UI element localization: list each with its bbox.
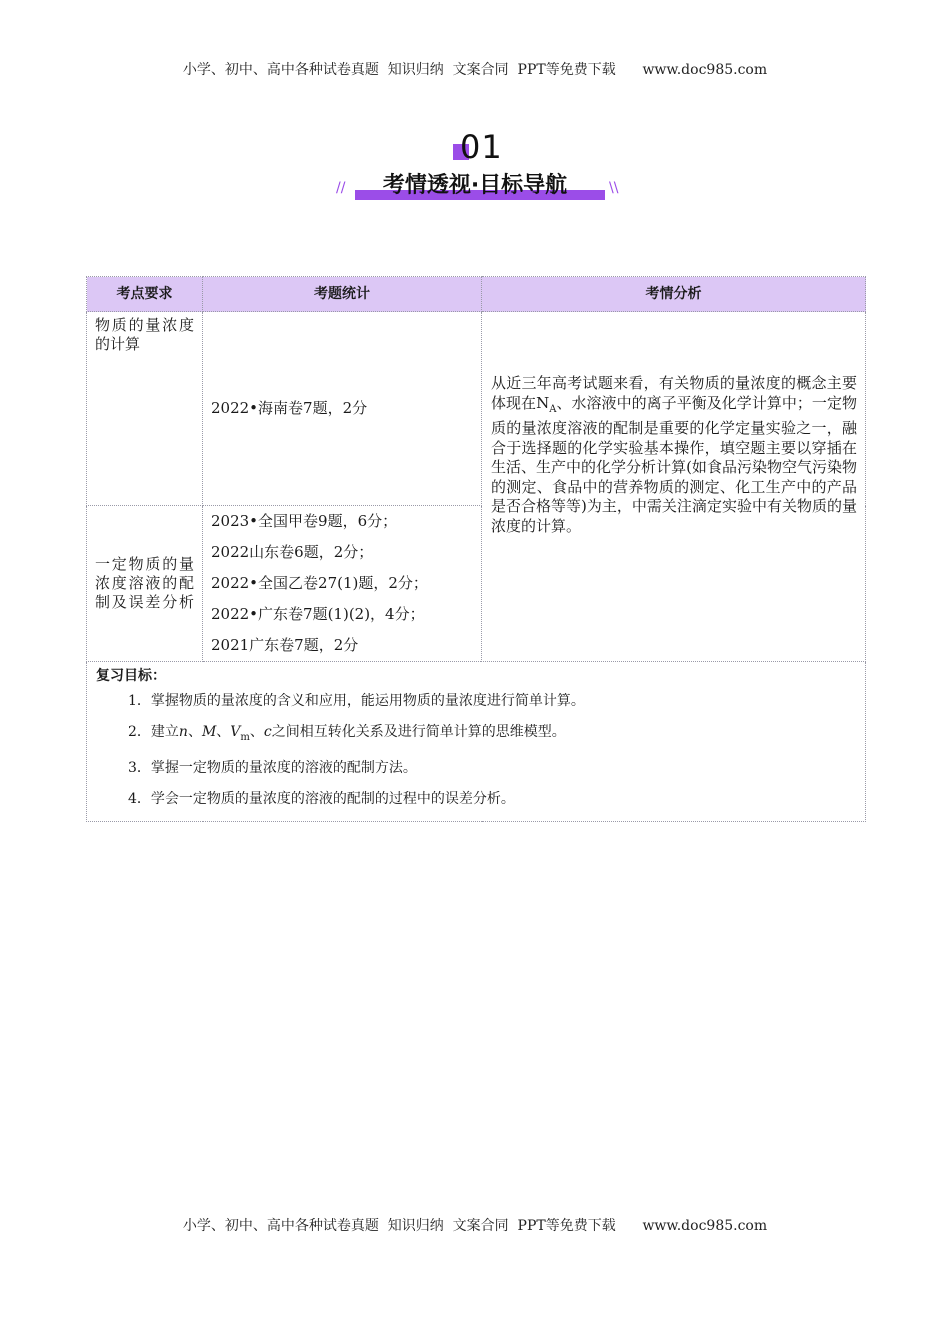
goals-row <box>87 662 866 822</box>
analysis-sub: A <box>549 403 557 415</box>
stat-line: 2022•全国乙卷27(1)题，2分； <box>211 574 428 592</box>
symbol-V: V <box>230 724 241 740</box>
col-header-requirement: 考点要求 <box>87 277 203 312</box>
goal-sep: 、 <box>187 724 202 740</box>
page-header: 小学、初中、高中各种试卷真题 知识归纳 文案合同 PPT等免费下载 www.doc985.com <box>182 62 768 78</box>
symbol-n: n <box>178 724 188 740</box>
symbol-M: M <box>201 724 217 740</box>
requirement-text: 一定物质的量浓度溶液的配制及误差分析 <box>95 555 194 611</box>
section-title: 考情透视·目标导航 <box>382 173 568 198</box>
goal-item: 4．学会一定物质的量浓度的溶液的配制的过程中的误差分析。 <box>128 790 515 807</box>
col-header-statistics: 考题统计 <box>203 277 482 312</box>
goals-cell <box>87 662 866 822</box>
section-title-block <box>330 128 620 208</box>
stat-line: 2022•海南卷7题，2分 <box>211 399 368 417</box>
deco-slash-right: \\ <box>609 180 619 196</box>
table-header-row <box>87 277 866 312</box>
goal-sep: 、 <box>249 724 264 740</box>
symbol-c: c <box>263 724 272 740</box>
exam-analysis-table <box>86 276 865 822</box>
symbol-V-sub: m <box>240 731 250 743</box>
requirement-cell <box>87 506 203 662</box>
requirement-cell <box>87 312 203 506</box>
requirement-text: 物质的量浓度的计算 <box>95 316 194 353</box>
stat-line: 2021广东卷7题，2分 <box>211 636 359 654</box>
stat-line: 2022山东卷6题，2分； <box>211 543 374 561</box>
statistics-cell <box>203 312 482 506</box>
col-header-analysis: 考情分析 <box>482 277 866 312</box>
analysis-text-2: 、水溶液中的离子平衡及化学计算中；一定物质的量浓度溶液的配制是重要的化学定量实验之一，融合于选择题的化学实验基本操作，填空题主要以穿插在生活、生产中的化学分析计算(如食品污染物空气污染物的测定、食品中的营养物质的测定、化工生产中的产品是否合格等等)为主，中需关注滴定实验中有关物质的量浓度的计算。 <box>491 393 857 535</box>
page-footer: 小学、初中、高中各种试卷真题 知识归纳 文案合同 PPT等免费下载 www.doc985.com <box>182 1218 768 1234</box>
analysis-cell <box>482 312 866 662</box>
stat-line: 2022•广东卷7题(1)(2)，4分； <box>211 605 425 623</box>
stat-line: 2023•全国甲卷9题，6分； <box>211 512 398 530</box>
goals-title: 复习目标： <box>96 668 166 684</box>
goal-text: 2．建立 <box>128 724 179 740</box>
table-row <box>87 312 866 506</box>
goal-item: 1．掌握物质的量浓度的含义和应用，能运用物质的量浓度进行简单计算。 <box>128 693 585 709</box>
analysis-text-1: 从近三年高考试题来看，有关物质的量浓度的概念主要体现在N <box>491 374 857 412</box>
statistics-cell <box>203 506 482 662</box>
goal-item: 3．掌握一定物质的量浓度的溶液的配制方法。 <box>128 759 417 776</box>
deco-slash-left: // <box>336 180 346 196</box>
goal-sep: 、 <box>216 724 231 740</box>
section-number: 01 <box>460 128 503 166</box>
goal-item <box>96 717 856 753</box>
goal-text: 之间相互转化关系及进行简单计算的思维模型。 <box>271 724 566 740</box>
